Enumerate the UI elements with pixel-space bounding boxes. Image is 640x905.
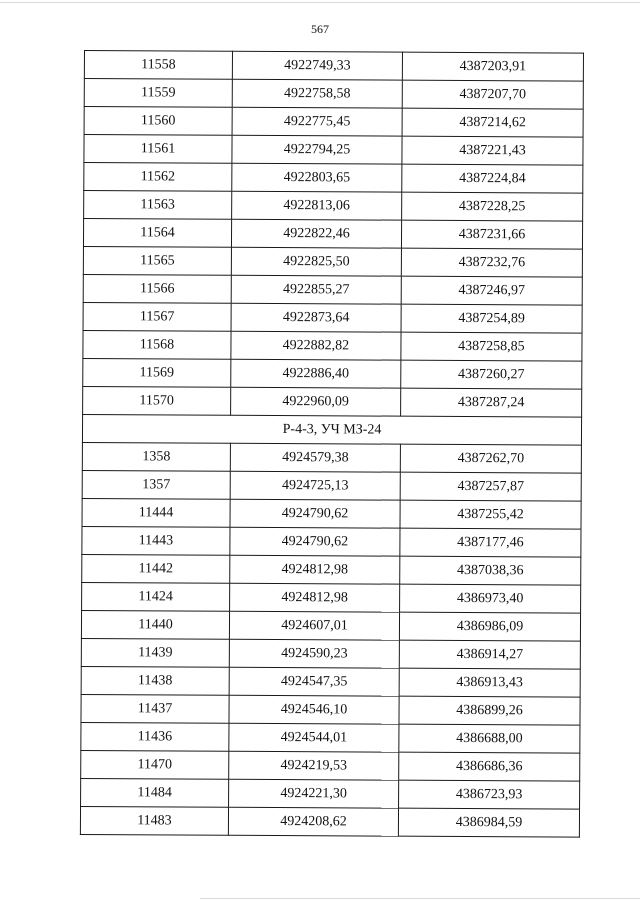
point-number-cell: 11566 [83,274,231,303]
table-row [81,694,580,725]
point-number-cell: 11470 [81,750,229,779]
point-number-cell: 11565 [83,246,231,275]
table-row [83,219,582,250]
y-coordinate-cell: 4386984,59 [398,808,579,837]
table-row [82,470,581,501]
y-coordinate-cell: 4387207,70 [402,80,583,109]
y-coordinate-cell: 4386723,93 [399,780,580,809]
table-row [83,330,582,361]
x-coordinate-cell: 4924725,13 [230,471,400,500]
point-number-cell: 11437 [81,694,229,723]
y-coordinate-cell: 4387287,24 [401,388,582,417]
point-number-cell: 11484 [81,778,229,807]
bottom-edge-rule [200,898,640,899]
x-coordinate-cell: 4924208,62 [228,807,398,836]
table-row [84,79,583,110]
x-coordinate-cell: 4924607,01 [229,611,399,640]
y-coordinate-cell: 4387203,91 [402,52,583,81]
y-coordinate-cell: 4387214,62 [402,108,583,137]
table-row [84,51,583,82]
point-number-cell: 11483 [80,806,228,835]
x-coordinate-cell: 4922775,45 [232,107,402,136]
point-number-cell: 11424 [82,582,230,611]
point-number-cell: 11563 [84,191,232,220]
y-coordinate-cell: 4387038,36 [400,556,581,585]
x-coordinate-cell: 4924547,35 [229,667,399,696]
y-coordinate-cell: 4387255,42 [400,500,581,529]
y-coordinate-cell: 4387262,70 [400,444,581,473]
x-coordinate-cell: 4924221,30 [229,779,399,808]
point-number-cell: 11567 [83,302,231,331]
x-coordinate-cell: 4924579,38 [230,443,400,472]
x-coordinate-cell: 4922813,06 [232,191,402,220]
point-number-cell: 11438 [81,666,229,695]
point-number-cell: 11444 [82,498,230,527]
point-number-cell: 11569 [83,358,231,387]
x-coordinate-cell: 4922803,65 [232,163,402,192]
x-coordinate-cell: 4922794,25 [232,135,402,164]
x-coordinate-cell: 4924219,53 [229,751,399,780]
table-row [84,107,583,138]
table-row [83,246,582,277]
y-coordinate-cell: 4387221,43 [402,136,583,165]
point-number-cell: 11561 [84,135,232,164]
table-row [81,610,580,641]
x-coordinate-cell: 4922886,40 [231,359,401,388]
coordinates-table [80,50,584,838]
point-number-cell: 11439 [81,638,229,667]
table-row [82,498,581,529]
y-coordinate-cell: 4387228,25 [402,192,583,221]
coordinates-table-body [80,51,583,838]
point-number-cell: 11560 [84,107,232,136]
table-row [81,638,580,669]
point-number-cell: 1357 [82,470,230,499]
x-coordinate-cell: 4922749,33 [232,51,402,80]
y-coordinate-cell: 4387177,46 [400,528,581,557]
x-coordinate-cell: 4922758,58 [232,79,402,108]
table-row [82,554,581,585]
x-coordinate-cell: 4922855,27 [231,275,401,304]
y-coordinate-cell: 4387257,87 [400,472,581,501]
y-coordinate-cell: 4387224,84 [402,164,583,193]
x-coordinate-cell: 4922882,82 [231,331,401,360]
y-coordinate-cell: 4386913,43 [399,668,580,697]
x-coordinate-cell: 4922825,50 [231,247,401,276]
table-row [83,274,582,305]
y-coordinate-cell: 4387231,66 [401,220,582,249]
x-coordinate-cell: 4924544,01 [229,723,399,752]
x-coordinate-cell: 4924546,10 [229,695,399,724]
point-number-cell: 11436 [81,722,229,751]
y-coordinate-cell: 4386986,09 [399,612,580,641]
y-coordinate-cell: 4386688,00 [399,724,580,753]
y-coordinate-cell: 4387258,85 [401,332,582,361]
table-row [83,358,582,389]
point-number-cell: 11570 [83,386,231,415]
x-coordinate-cell: 4924790,62 [230,527,400,556]
point-number-cell: 11564 [83,219,231,248]
x-coordinate-cell: 4922822,46 [231,219,401,248]
table-row [83,302,582,333]
table-row [80,806,579,837]
section-heading-row [82,414,581,445]
table-row [82,442,581,473]
table-row [84,135,583,166]
y-coordinate-cell: 4386686,36 [399,752,580,781]
x-coordinate-cell: 4924790,62 [230,499,400,528]
point-number-cell: 11440 [81,610,229,639]
point-number-cell: 11568 [83,330,231,359]
table-row [81,666,580,697]
y-coordinate-cell: 4387246,97 [401,276,582,305]
x-coordinate-cell: 4924812,98 [230,555,400,584]
x-coordinate-cell: 4924812,98 [230,583,400,612]
table-row [83,386,582,417]
y-coordinate-cell: 4387260,27 [401,360,582,389]
page-number: 567 [311,22,329,36]
point-number-cell: 11562 [84,163,232,192]
table-row [84,163,583,194]
x-coordinate-cell: 4924590,23 [229,639,399,668]
x-coordinate-cell: 4922960,09 [231,387,401,416]
x-coordinate-cell: 4922873,64 [231,303,401,332]
y-coordinate-cell: 4387254,89 [401,304,582,333]
point-number-cell: 11558 [84,51,232,80]
y-coordinate-cell: 4386973,40 [400,584,581,613]
top-edge-rule [0,2,640,3]
point-number-cell: 11443 [82,526,230,555]
table-row [81,750,580,781]
table-row [81,778,580,809]
y-coordinate-cell: 4387232,76 [401,248,582,277]
table-row [81,722,580,753]
y-coordinate-cell: 4386914,27 [399,640,580,669]
point-number-cell: 11442 [82,554,230,583]
section-heading: Р-4-3, УЧ МЗ-24 [82,414,581,445]
table-row [82,526,581,557]
table-row [84,191,583,222]
table-row [82,582,581,613]
point-number-cell: 1358 [82,442,230,471]
point-number-cell: 11559 [84,79,232,108]
y-coordinate-cell: 4386899,26 [399,696,580,725]
